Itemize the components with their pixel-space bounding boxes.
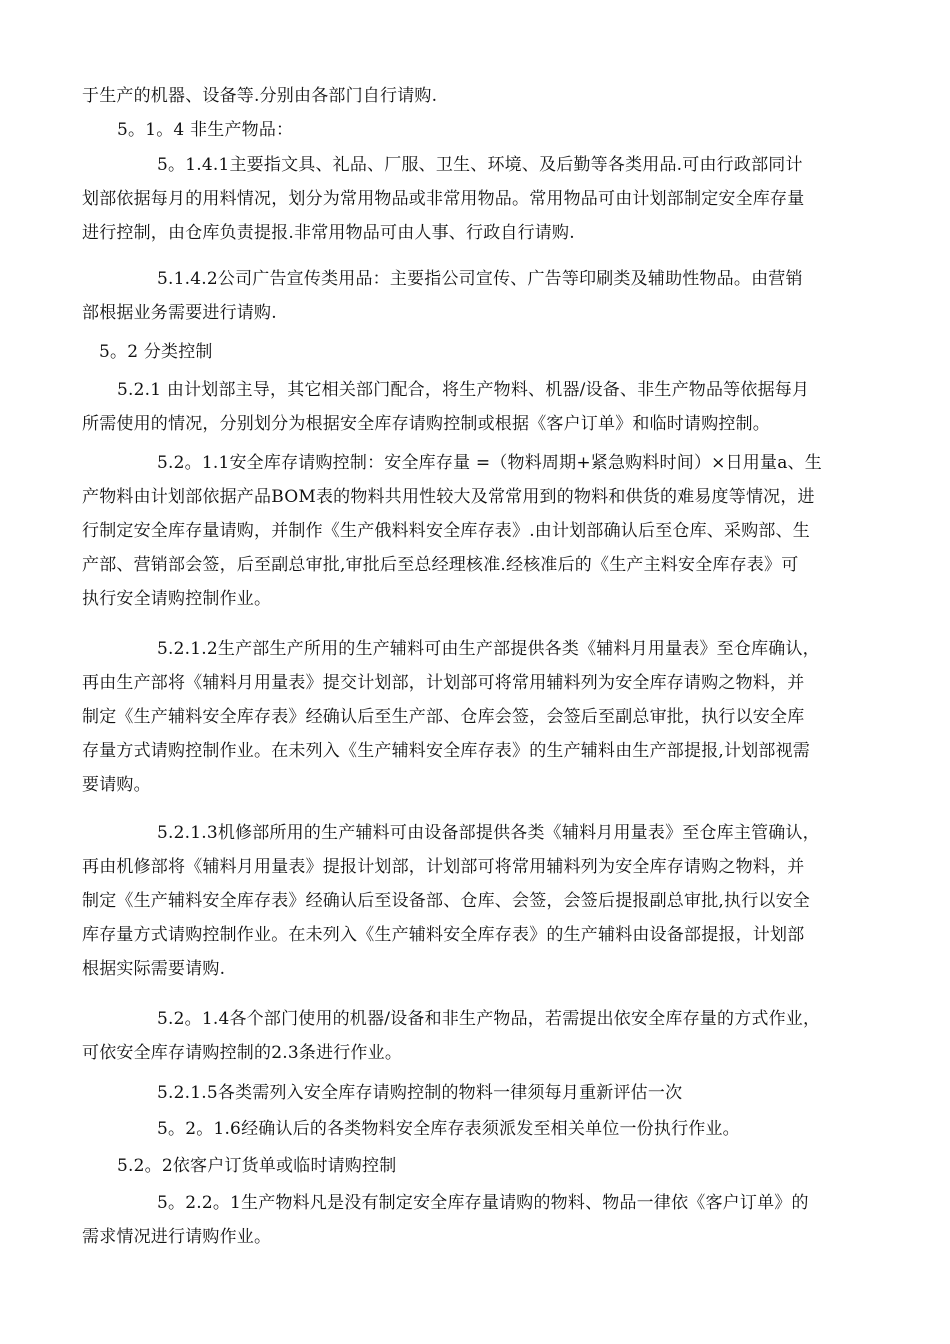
text-line: 制定《生产辅料安全库存表》经确认后至设备部、仓库、会签，会签后提报副总审批,执行以安全 [82, 891, 811, 911]
text-line: 5.2.1.5各类需列入安全库存请购控制的物料一律须每月重新评估一次 [157, 1083, 683, 1103]
text-line: 于生产的机器、设备等.分别由各部门自行请购. [82, 86, 438, 106]
text-line: 划部依据每月的用料情况，划分为常用物品或非常用物品。常用物品可由计划部制定安全库存量 [82, 189, 805, 209]
text-line: 库存量方式请购控制作业。在未列入《生产辅料安全库存表》的生产辅料由设备部提报，计划部 [82, 925, 805, 945]
paragraph-5-2-1-3 [0, 816, 950, 986]
text-line: 再由生产部将《辅料月用量表》提交计划部，计划部可将常用辅料列为安全库存请购之物料，并 [82, 673, 805, 693]
text-line: 产部、营销部会签，后至副总审批,审批后至总经理核准.经核准后的《生产主料安全库存表》可 [82, 555, 799, 575]
heading-5-2 [0, 335, 950, 369]
paragraph-5-2-1-5 [0, 1076, 950, 1110]
text-line: 需求情况进行请购作业。 [82, 1227, 272, 1247]
text-line: 行制定安全库存量请购，并制作《生产俄料料安全库存表》.由计划部确认后至仓库、采购部、生 [82, 521, 811, 541]
text-line: 5.2.1.3机修部所用的生产辅料可由设备部提供各类《辅料月用量表》至仓库主管确认， [157, 823, 820, 843]
text-line: 要请购。 [82, 775, 151, 795]
text-line: 可依安全库存请购控制的2.3条进行作业。 [82, 1043, 403, 1063]
paragraph-5-2-2-1 [0, 1186, 950, 1254]
text-line: 5。1。4 非生产物品： [117, 120, 294, 140]
text-line: 5。2。1.6经确认后的各类物料安全库存表须派发至相关单位一份执行作业。 [157, 1119, 740, 1139]
heading-5-1-4 [0, 113, 950, 147]
text-line: 5.2。2依客户订货单或临时请购控制 [117, 1156, 397, 1176]
heading-5-2-2 [0, 1149, 950, 1183]
paragraph-5-1-4-2 [0, 262, 950, 330]
text-line: 5.2.1 由计划部主导，其它相关部门配合，将生产物料、机器/设备、非生产物品等依据每月 [117, 380, 810, 400]
text-line: 产物料由计划部依据产品BOM表的物料共用性较大及常常用到的物料和供货的难易度等情况，进 [82, 487, 815, 507]
paragraph-5-1-4-1 [0, 148, 950, 250]
text-line: 部根据业务需要进行请购. [82, 303, 277, 323]
text-line: 5.2。1.4各个部门使用的机器/设备和非生产物品，若需提出依安全库存量的方式作业， [157, 1009, 821, 1029]
paragraph-5-2-1-6 [0, 1112, 950, 1146]
text-line: 5.1.4.2公司广告宣传类用品：主要指公司宣传、广告等印刷类及辅助性物品。由营销 [157, 269, 803, 289]
text-line: 5。2 分类控制 [99, 342, 213, 362]
paragraph-5-2-1-4 [0, 1002, 950, 1070]
text-line: 根据实际需要请购. [82, 959, 226, 979]
paragraph-5-2-1-2 [0, 632, 950, 802]
paragraph-5-2-1 [0, 373, 950, 441]
text-line: 所需使用的情况，分别划分为根据安全库存请购控制或根据《客户订单》和临时请购控制。 [82, 414, 770, 434]
text-line: 再由机修部将《辅料月用量表》提报计划部，计划部可将常用辅料列为安全库存请购之物料，并 [82, 857, 805, 877]
text-line: 制定《生产辅料安全库存表》经确认后至生产部、仓库会签，会签后至副总审批，执行以安全库 [82, 707, 805, 727]
text-line: 5。1.4.1主要指文具、礼品、厂服、卫生、环境、及后勤等各类用品.可由行政部同计 [157, 155, 803, 175]
text-line: 5。2.2。1生产物料凡是没有制定安全库存量请购的物料、物品一律依《客户订单》的 [157, 1193, 809, 1213]
text-line: 执行安全请购控制作业。 [82, 589, 272, 609]
paragraph-continuation [0, 79, 950, 113]
text-line: 5.2。1.1安全库存请购控制：安全库存量 =（物料周期+紧急购料时间）×日用量a、生 [157, 453, 822, 473]
text-line: 存量方式请购控制作业。在未列入《生产辅料安全库存表》的生产辅料由生产部提报,计划部视需 [82, 741, 811, 761]
paragraph-5-2-1-1 [0, 446, 950, 616]
text-line: 5.2.1.2生产部生产所用的生产辅料可由生产部提供各类《辅料月用量表》至仓库确认， [157, 639, 820, 659]
text-line: 进行控制，由仓库负责提报.非常用物品可由人事、行政自行请购. [82, 223, 575, 243]
